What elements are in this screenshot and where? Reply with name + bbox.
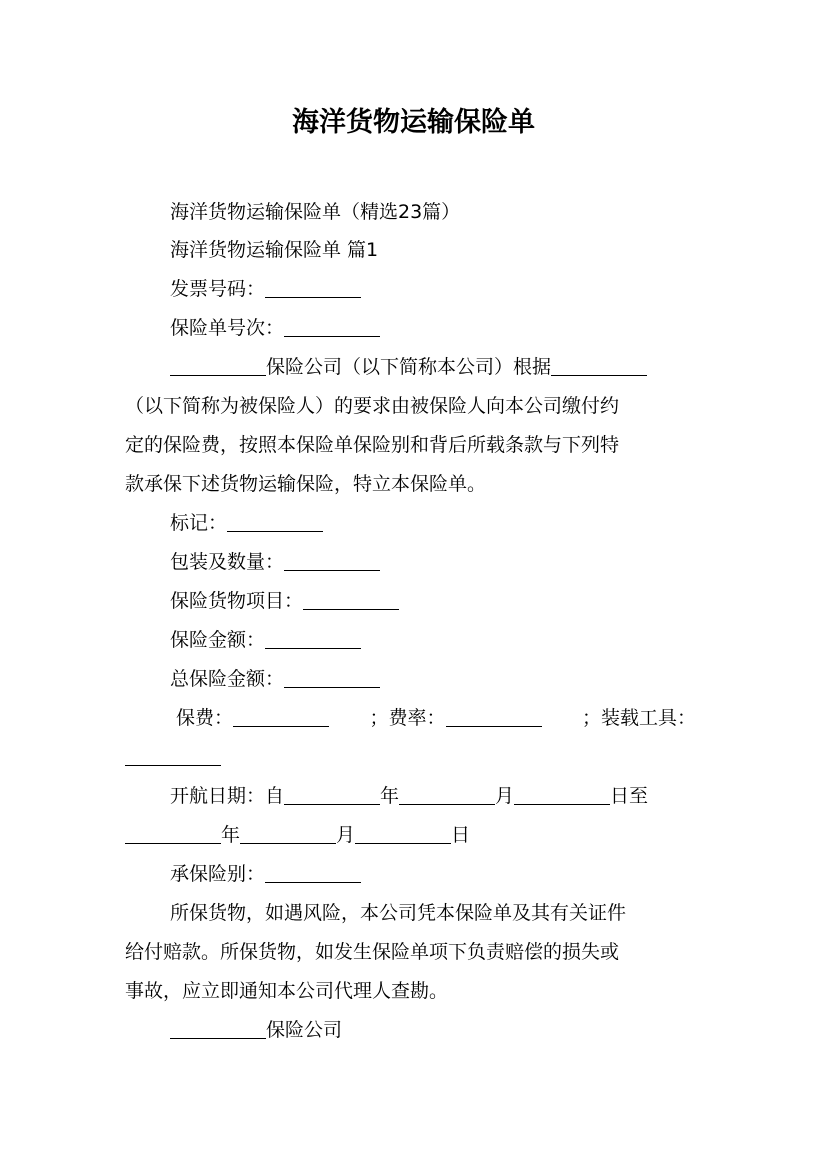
invoice-number-label: 发票号码： [170,278,266,300]
total-insured-amount-row [170,666,380,692]
sailing-date-label: 开航日期：自 [170,785,285,807]
total-insured-amount-label: 总保险金额： [170,668,285,690]
packing-row [170,549,380,575]
sailing-date-row [170,783,648,809]
packing-blank [284,550,380,571]
clause-1-line-3: 定的保险费，按照本保险单保险别和背后所载条款与下列特 [125,434,620,456]
goods-item-label: 保险货物项目： [170,590,304,612]
clause-1-line-2: （以下简称为被保险人）的要求由被保险人向本公司缴付约 [125,395,620,417]
policy-number-blank [284,316,380,337]
rate-blank [446,706,542,727]
clause-2-line-3: 事故，应立即通知本公司代理人查勘。 [125,980,449,1002]
premium-blank [233,706,329,727]
insured-name-blank [551,355,647,376]
section-heading: 海洋货物运输保险单 篇1 [170,239,379,261]
to-month-blank [240,823,336,844]
sailing-date-row-2 [125,822,470,848]
from-day-blank [514,784,610,805]
total-insured-amount-blank [284,667,380,688]
document-title: 海洋货物运输保险单 [292,107,535,138]
mark-label: 标记： [170,512,228,534]
premium-row [176,705,696,731]
packing-label: 包装及数量： [170,551,285,573]
to-year-blank [125,823,221,844]
conveyance-blank-row [125,744,221,770]
policy-number-label: 保险单号次： [170,317,285,339]
from-year-label: 年 [380,785,400,807]
coverage-row [170,861,361,887]
goods-item-row [170,588,399,614]
clause-1-line-1 [170,354,647,380]
conveyance-label: ；装载工具： [581,707,696,729]
to-year-label: 年 [221,824,241,846]
mark-row [170,510,323,536]
coverage-label: 承保险别： [170,863,266,885]
insured-amount-blank [265,628,361,649]
clause-2-line-1: 所保货物，如遇风险，本公司凭本保险单及其有关证件 [170,902,627,924]
coverage-blank [265,862,361,883]
rate-label: ；费率： [369,707,446,729]
insured-amount-row [170,627,361,653]
from-month-blank [399,784,495,805]
clause-2-line-2: 给付赔款。所保货物，如发生保险单项下负责赔偿的损失或 [125,941,620,963]
to-month-label: 月 [336,824,356,846]
from-month-label: 月 [495,785,515,807]
day-to-label: 日至 [610,785,649,807]
invoice-number-row [170,276,361,302]
mark-blank [227,511,323,532]
conveyance-blank [125,745,221,766]
to-day-label: 日 [451,824,471,846]
clause-1-line-4: 款承保下述货物运输保险，特立本保险单。 [125,473,487,495]
premium-label: 保费： [176,707,234,729]
to-day-blank [355,823,451,844]
intro-line: 海洋货物运输保险单（精选23篇） [170,201,461,223]
from-year-blank [284,784,380,805]
policy-number-row [170,315,380,341]
signature-row [170,1017,342,1043]
insured-amount-label: 保险金额： [170,629,266,651]
goods-item-blank [303,589,399,610]
signature-label: 保险公司 [266,1019,343,1041]
invoice-number-blank [265,277,361,298]
clause-1-text-a: 保险公司（以下简称本公司）根据 [266,356,552,378]
insurer-name-blank [170,355,266,376]
signature-blank [170,1018,266,1039]
